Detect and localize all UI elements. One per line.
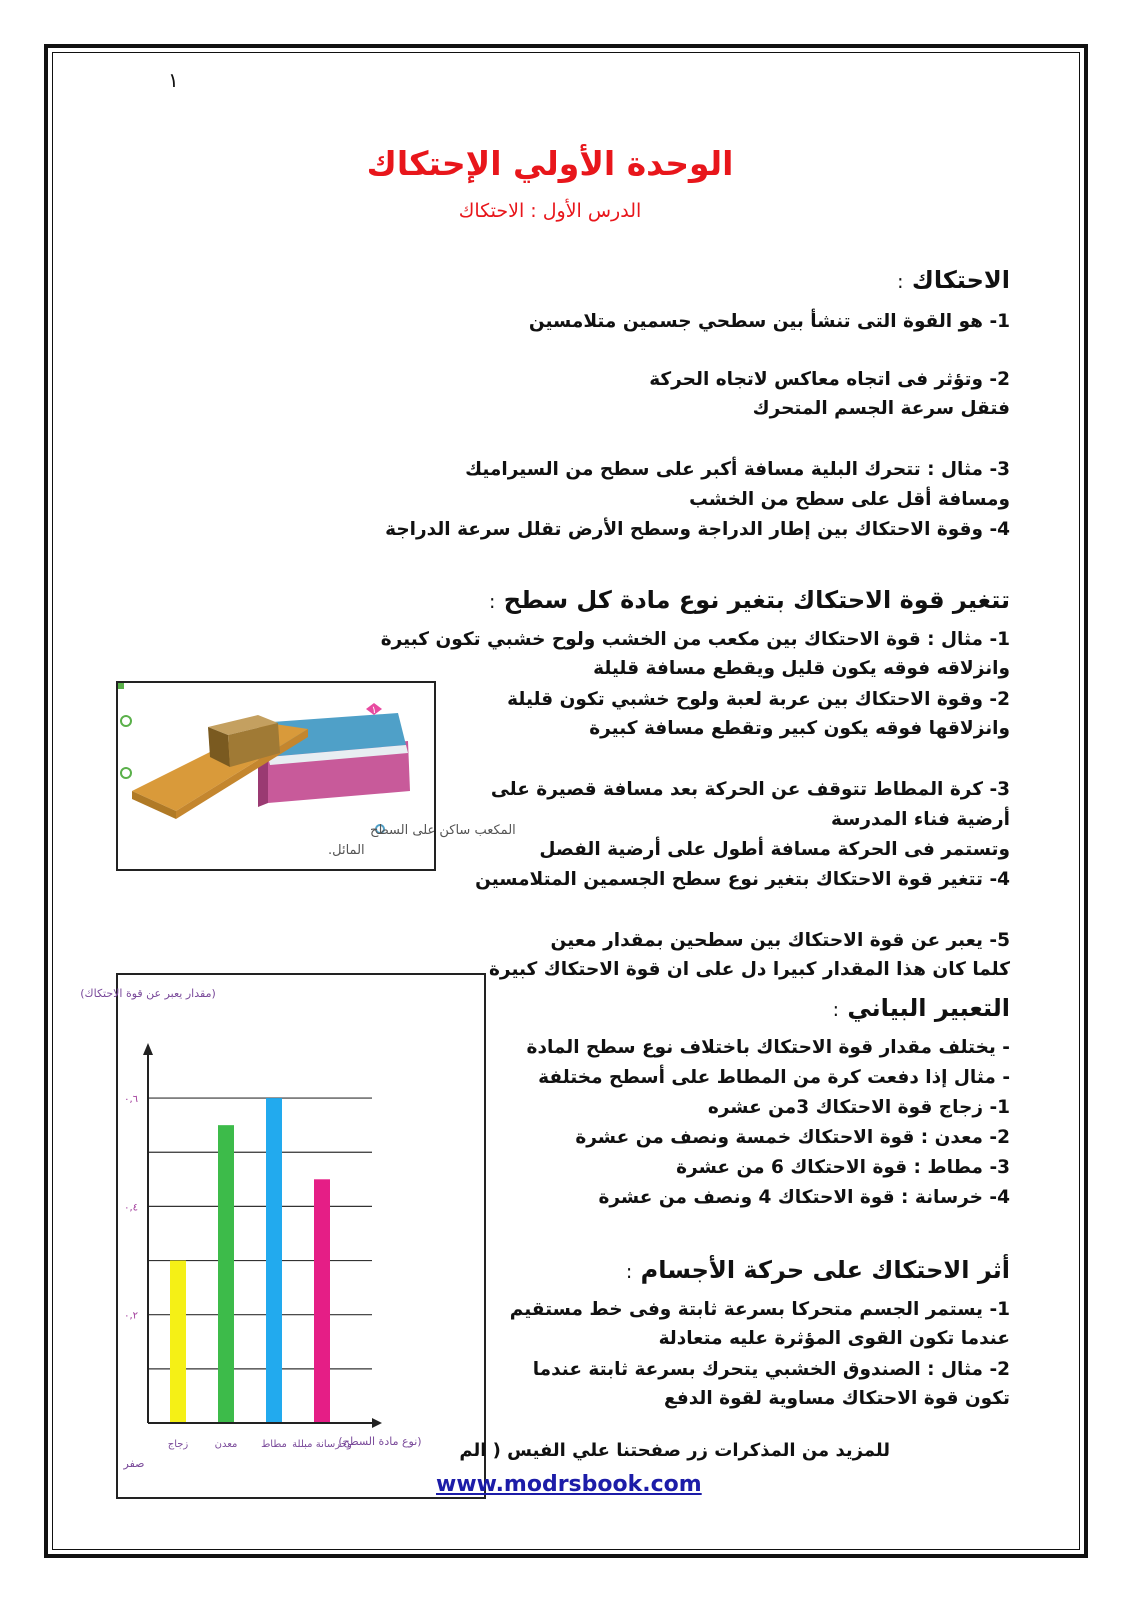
paragraph-line: كلما كان هذا المقدار كبيرا دل على ان قوة الاحتكاك كبيرة [489, 959, 1010, 980]
paragraph-line: 2- معدن : قوة الاحتكاك خمسة ونصف من عشرة [575, 1127, 1010, 1148]
incline-illustration [118, 683, 516, 869]
chart-tick-labels [124, 1094, 138, 1322]
origin-label: صفر [123, 1457, 145, 1470]
y-tick-label: ٠,٢ [124, 1310, 138, 1322]
paragraph-line: - يختلف مقدار قوة الاحتكاك باختلاف نوع سطح المادة [526, 1037, 1010, 1058]
figure-caption: المكعب ساكن على السطح [370, 823, 516, 838]
paragraph-line: 1- يستمر الجسم متحركا بسرعة ثابتة وفى خط مستقيم [509, 1299, 1010, 1320]
friction-bar-chart [80, 973, 486, 1499]
chart-category-labels [168, 1439, 352, 1450]
heading-text: الاحتكاك [911, 266, 1010, 294]
section-heading-material [489, 586, 1010, 614]
chart-canvas [80, 975, 484, 1497]
bar [218, 1125, 234, 1423]
heading-colon: : [897, 271, 904, 293]
category-label: وخرسانة مبللة [292, 1439, 352, 1450]
heading-text: تتغير قوة الاحتكاك بتغير نوع مادة كل سطح [503, 586, 1010, 614]
bar [170, 1261, 186, 1423]
paragraph-line: فتقل سرعة الجسم المتحرك [752, 398, 1010, 419]
paragraph-line: 2- مثال : الصندوق الخشبي يتحرك بسرعة ثابتة عندما [532, 1359, 1010, 1380]
paragraph-line: 2- وقوة الاحتكاك بين عربة لعبة ولوح خشبي تكون قليلة [507, 689, 1010, 710]
section-heading-motion [626, 1256, 1010, 1284]
bar [266, 1098, 282, 1423]
unit-title: الوحدة الأولي الإحتكاك [366, 144, 734, 183]
paragraph-line: تكون قوة الاحتكاك مساوية لقوة الدفع [664, 1388, 1010, 1409]
figure-block-on-incline [116, 681, 516, 871]
figure-caption: المائل. [328, 843, 365, 858]
paragraph-line: 1- زجاج قوة الاحتكاك 3من عشره [707, 1097, 1010, 1118]
paragraph-line: 4- خرسانة : قوة الاحتكاك 4 ونصف من عشرة [598, 1187, 1010, 1208]
paragraph-line: 2- وتؤثر فى اتجاه معاكس لاتجاه الحركة [649, 369, 1010, 390]
paragraph-line: 3- مثال : تتحرك البلية مسافة أكبر على سطح من السيراميك [465, 459, 1010, 480]
y-tick-label: ٠,٤ [124, 1202, 138, 1214]
section-heading-graph [833, 994, 1010, 1022]
bullet-icon [121, 716, 131, 726]
paragraph-line: عندما تكون القوى المؤثرة عليه متعادلة [658, 1328, 1010, 1349]
footer-note: للمزيد من المذكرات زر صفحتنا علي الفيس ( الم [459, 1440, 890, 1461]
category-label: معدن [214, 1439, 238, 1450]
heading-colon: : [832, 999, 840, 1021]
footer-link[interactable]: www.modrsbook.com [436, 1472, 702, 1497]
paragraph-line: أرضية فناء المدرسة [830, 809, 1010, 830]
paragraph-line: 4- تتغير قوة الاحتكاك بتغير نوع سطح الجسمين المتلامسين [475, 869, 1010, 890]
heading-colon: : [625, 1261, 633, 1283]
paragraph-line: 5- يعبر عن قوة الاحتكاك بين سطحين بمقدار معين [550, 930, 1010, 951]
badge-number: ١ [371, 705, 377, 716]
paragraph-line: 1- مثال : قوة الاحتكاك بين مكعب من الخشب ولوح خشبي تكون كبيرة [380, 629, 1010, 650]
paragraph-line: 4- وقوة الاحتكاك بين إطار الدراجة وسطح الأرض تقلل سرعة الدراجة [385, 519, 1010, 540]
heading-text: التعبير البياني [847, 994, 1010, 1022]
paragraph-line: وانزلاقه فوقه يكون قليل ويقطع مسافة قليلة [593, 658, 1010, 679]
section-heading-friction [897, 266, 1010, 294]
x-axis-label: (نوع مادة السطح) [338, 1435, 422, 1448]
paragraph-line: - مثال إذا دفعت كرة من المطاط على أسطح مختلفة [538, 1067, 1010, 1088]
page-number: ١ [168, 68, 179, 92]
frame-corner [118, 683, 124, 689]
y-axis-label: (مقدار يعبر عن قوة الاحتكاك) [80, 987, 216, 1000]
y-tick-label: ٠,٦ [124, 1094, 138, 1106]
paragraph-line: 1- هو القوة التى تنشأ بين سطحي جسمين متلامسين [528, 311, 1010, 332]
bar [314, 1179, 330, 1423]
category-label: مطاط [261, 1439, 287, 1450]
paragraph-line: 3- مطاط : قوة الاحتكاك 6 من عشرة [676, 1157, 1010, 1178]
paragraph-line: وانزلاقها فوقه يكون كبير وتقطع مسافة كبيرة [589, 718, 1010, 739]
paragraph-line: وتستمر فى الحركة مسافة أطول على أرضية الفصل [539, 839, 1010, 860]
paragraph-line: ومسافة أقل على سطح من الخشب [689, 489, 1010, 510]
heading-text: أثر الاحتكاك على حركة الأجسام [640, 1256, 1010, 1284]
paragraph-line: 3- كرة المطاط تتوقف عن الحركة بعد مسافة قصيرة على [490, 779, 1010, 800]
x-axis-arrow-icon [372, 1418, 382, 1428]
category-label: زجاج [167, 1439, 189, 1450]
bullet-icon [121, 768, 131, 778]
lesson-title: الدرس الأول : الاحتكاك [458, 200, 642, 222]
y-axis-arrow-icon [143, 1043, 153, 1055]
heading-colon: : [489, 591, 496, 613]
